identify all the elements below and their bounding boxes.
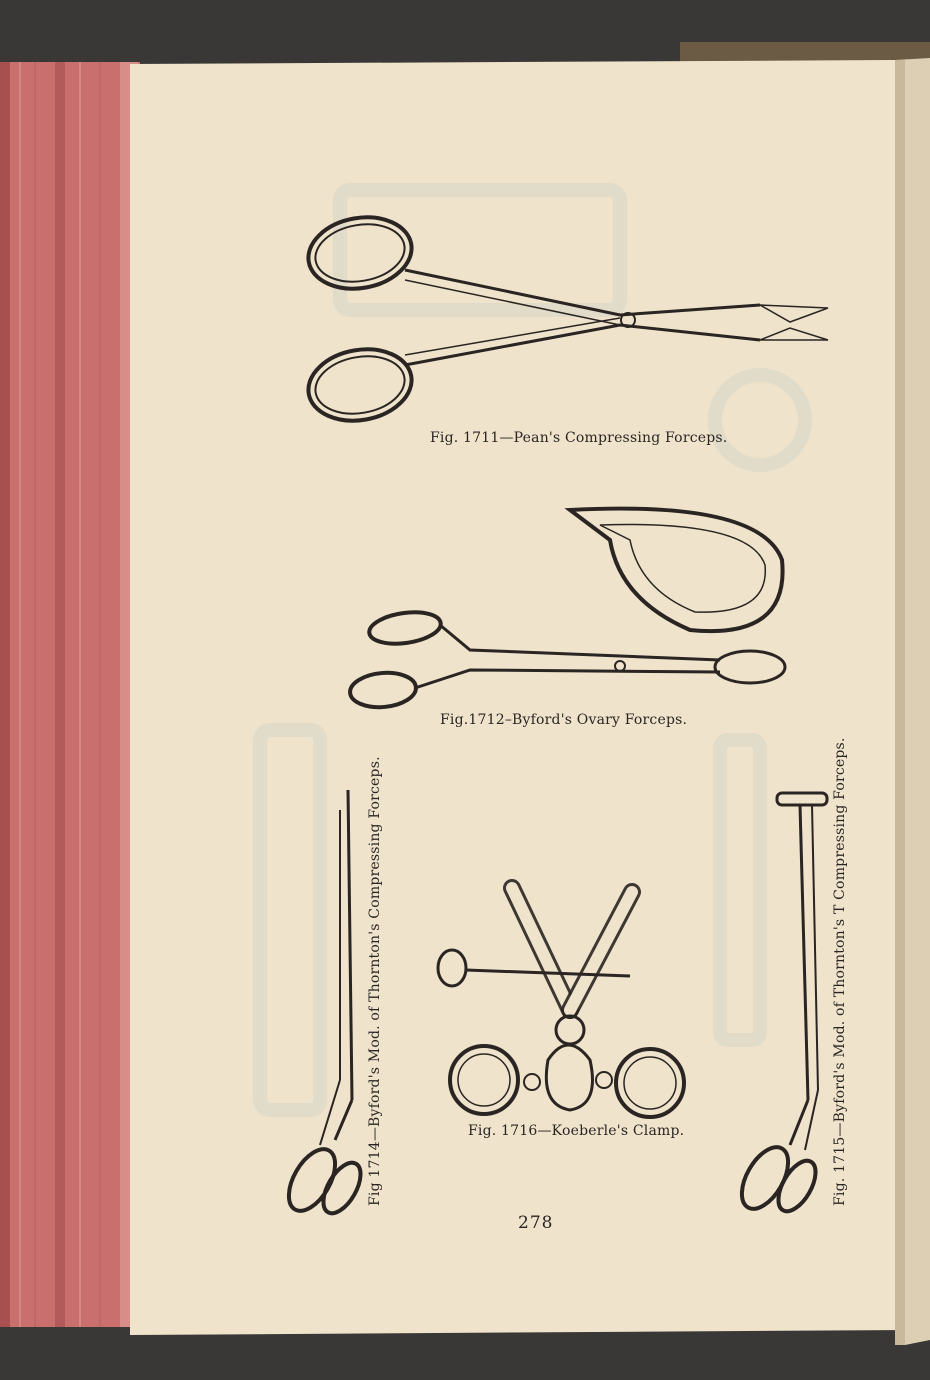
page-paper <box>130 60 905 1335</box>
page-number: 278 <box>518 1213 554 1233</box>
fig-1711-caption: Fig. 1711—Pean's Compressing Forceps. <box>430 430 728 446</box>
fig-1715-caption: Fig. 1715—Byford's Mod. of Thornton's T Compressing Forceps. <box>832 737 848 1206</box>
fig-1714-caption: Fig 1714—Byford's Mod. of Thornton's Compressing Forceps. <box>367 756 383 1206</box>
page-edges-left <box>0 62 140 1327</box>
fig-1712-caption: Fig.1712–Byford's Ovary Forceps. <box>440 712 688 728</box>
fig-1716-caption: Fig. 1716—Koeberle's Clamp. <box>468 1123 685 1139</box>
